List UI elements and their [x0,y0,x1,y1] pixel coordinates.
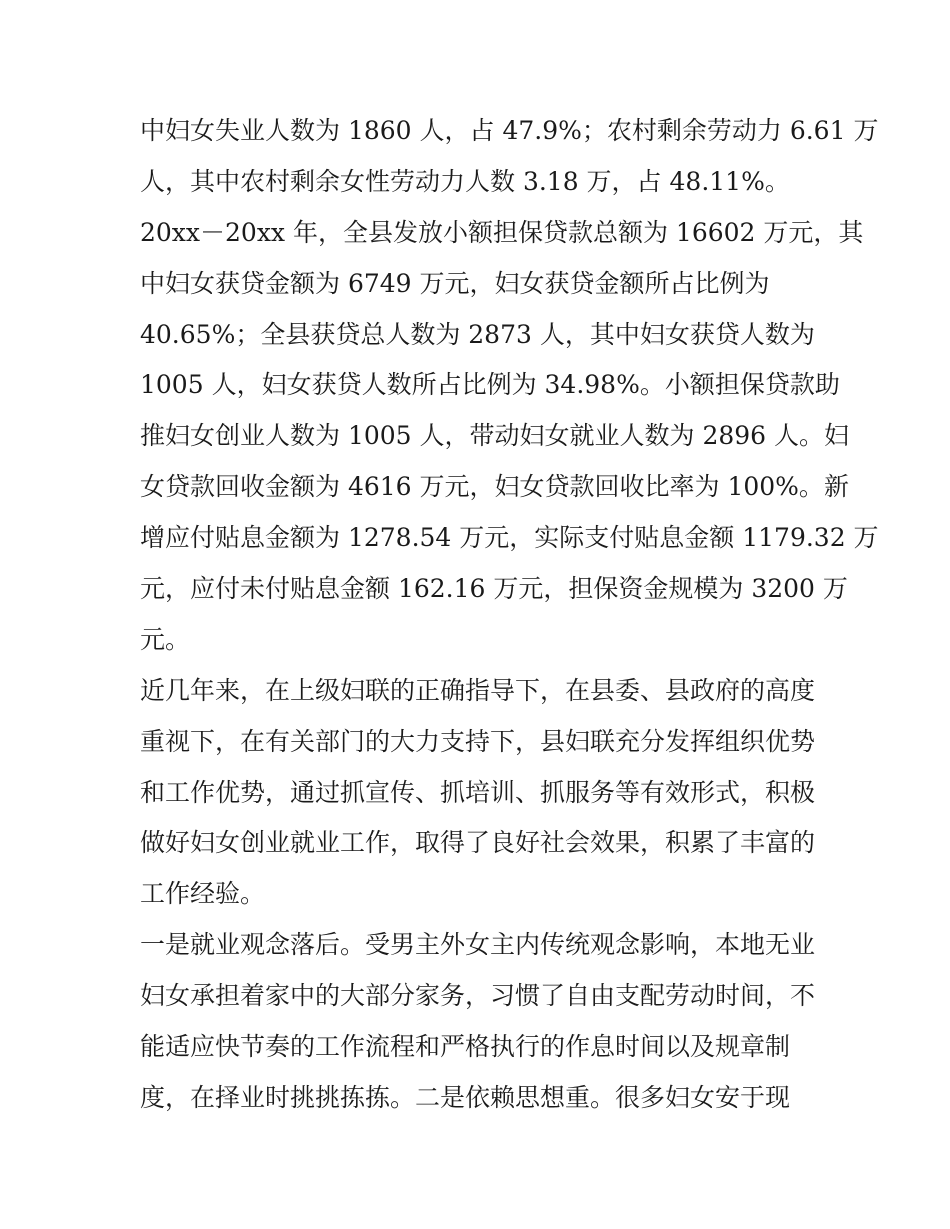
text-line: 妇女承担着家中的大部分家务，习惯了自由支配劳动时间，不 [140,981,816,1011]
text-line: 40.65%；全县获贷总人数为 2873 人，其中妇女获贷人数为 [140,319,815,349]
text-line: 20xx－20xx 年，全县发放小额担保贷款总额为 16602 万元，其 [140,217,864,247]
text-line: 度，在择业时挑挑拣拣。二是依赖思想重。很多妇女安于现 [140,1082,791,1112]
text-line: 推妇女创业人数为 1005 人，带动妇女就业人数为 2896 人。妇 [140,421,850,451]
text-line: 元。 [140,624,191,654]
text-line: 近几年来，在上级妇联的正确指导下，在县委、县政府的高度 [140,675,816,705]
text-line: 和工作优势，通过抓宣传、抓培训、抓服务等有效形式，积极 [140,777,816,807]
text-line: 做好妇女创业就业工作，取得了良好社会效果，积累了丰富的 [140,828,816,858]
text-line: 中妇女失业人数为 1860 人，占 47.9%；农村剩余劳动力 6.61 万 [140,116,879,145]
text-line: 工作经验。 [140,879,266,909]
text-line: 中妇女获贷金额为 6749 万元，妇女获贷金额所占比例为 [140,268,770,298]
text-line: 增应付贴息金额为 1278.54 万元，实际支付贴息金额 1179.32 万 [140,523,879,553]
text-line: 重视下，在有关部门的大力支持下，县妇联充分发挥组织优势 [140,726,816,756]
text-line: 女贷款回收金额为 4616 万元，妇女贷款回收比率为 100%。新 [140,472,849,502]
text-line: 1005 人，妇女获贷人数所占比例为 34.98%。小额担保贷款助 [140,370,840,400]
text-line: 一是就业观念落后。受男主外女主内传统观念影响，本地无业 [140,930,816,960]
body-text [140,106,879,1124]
text-line: 人，其中农村剩余女性劳动力人数 3.18 万，占 48.11%。 [140,166,790,196]
text-line: 元，应付未付贴息金额 162.16 万元，担保资金规模为 3200 万 [140,574,848,604]
text-line: 能适应快节奏的工作流程和严格执行的作息时间以及规章制 [140,1032,791,1062]
